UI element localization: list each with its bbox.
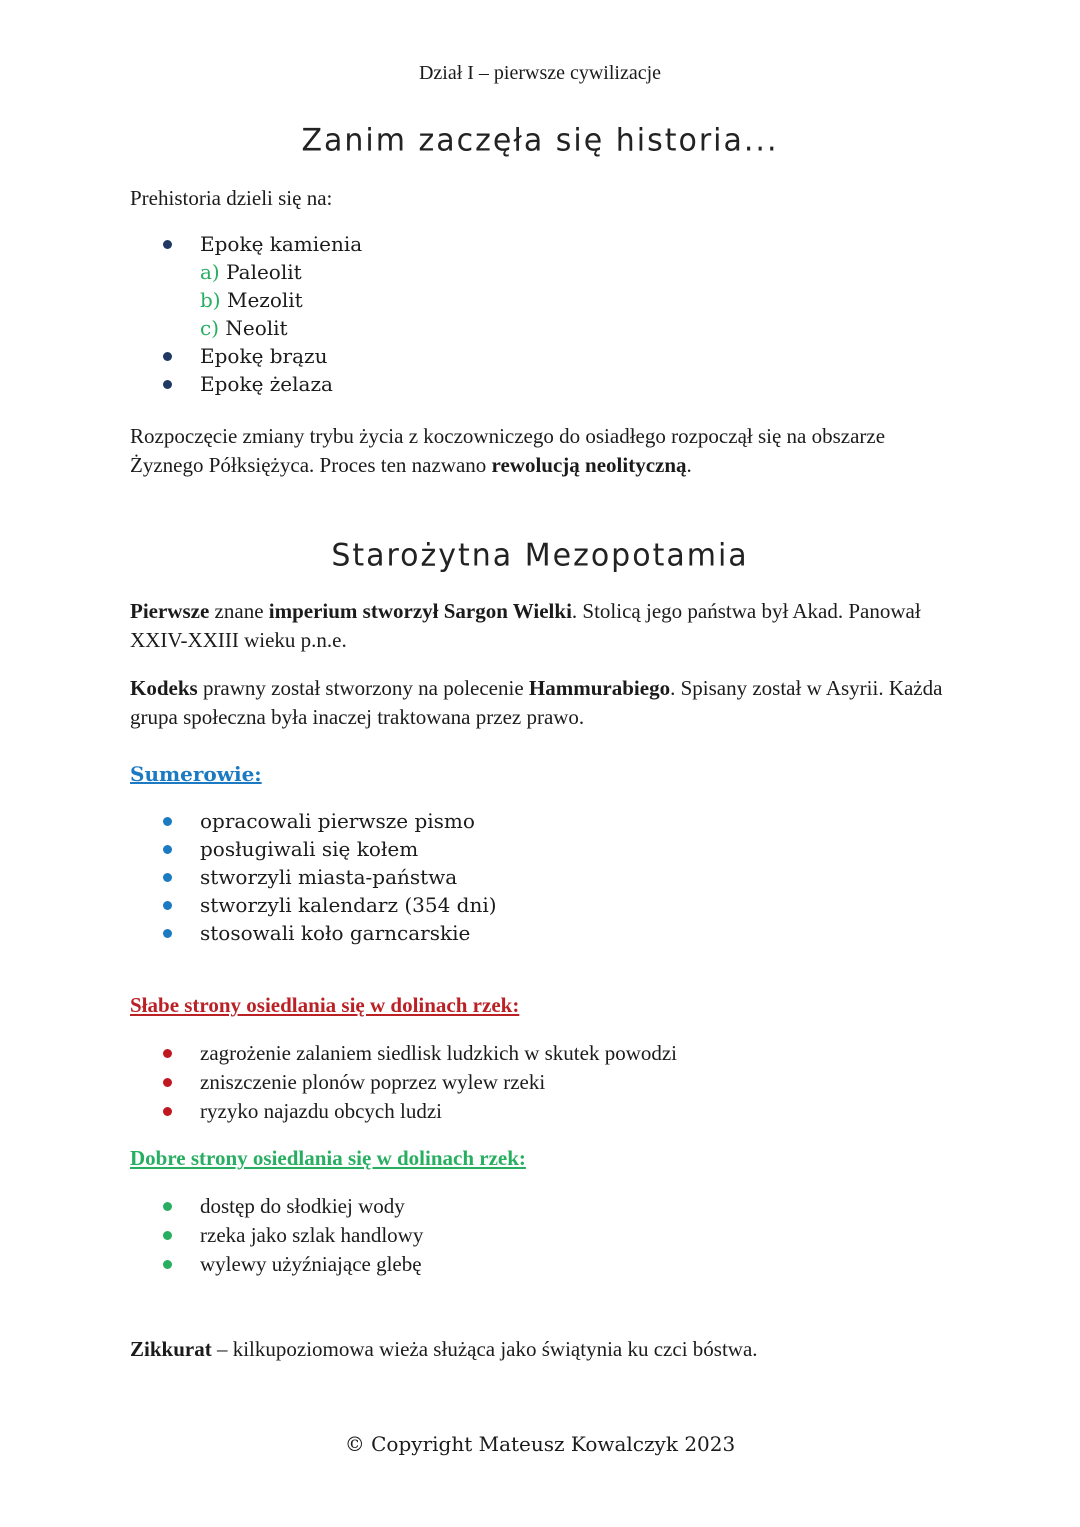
list-item-label: zagrożenie zalaniem siedlisk ludzkich w skutek powodzi — [200, 1041, 678, 1065]
paragraph-text: . Spisany został w Asyrii. Każda grupa społeczna była inaczej traktowana przez prawo. — [130, 676, 943, 729]
paragraph-bold-text: Kodeks — [130, 676, 198, 700]
paragraph-bold-text: rewolucją neolityczną — [491, 453, 687, 477]
paragraph-text: . Stolicą jego państwa był Akad. Panował XXIV-XXIII wieku p.n.e. — [130, 599, 921, 652]
bullet-icon — [163, 817, 172, 826]
list-item — [130, 891, 950, 919]
subitem-label: Paleolit — [219, 260, 302, 284]
heading-river-strengths: Dobre strony osiedlania się w dolinach rzek: — [130, 1146, 526, 1170]
list-item-label: wylewy użyźniające glebę — [200, 1252, 422, 1276]
list-subitem-paleolit — [130, 258, 950, 286]
bullet-icon — [163, 1107, 172, 1116]
paragraph-text: – kilkupoziomowa wieża służąca jako świątynia ku czci bóstwa. — [211, 1337, 758, 1361]
bullet-icon — [163, 873, 172, 882]
list-item — [130, 1221, 950, 1250]
bullet-icon — [163, 1049, 172, 1058]
list-item — [130, 835, 950, 863]
paragraph-bold-text: imperium stworzył Sargon Wielki — [268, 599, 572, 623]
bullet-icon — [163, 352, 172, 361]
paragraph-sargon — [130, 597, 950, 655]
list-item-label: posługiwali się kołem — [200, 837, 419, 861]
list-item-epoch-iron — [130, 370, 950, 398]
paragraph-text: Rozpoczęcie zmiany trybu życia z koczowniczego do osiadłego rozpoczął się na obszarze Żyznego Półksiężyca. Proces ten nazwano — [130, 424, 886, 477]
river-strengths-list — [130, 1192, 950, 1279]
list-item-label: Epokę żelaza — [200, 372, 333, 396]
bullet-icon — [163, 1202, 172, 1211]
chapter-header: Dział I – pierwsze cywilizacje — [418, 62, 662, 84]
heading-sumerians: Sumerowie: — [130, 762, 262, 786]
list-item — [130, 863, 950, 891]
bullet-icon — [163, 901, 172, 910]
prehistory-intro: Prehistoria dzieli się na: — [130, 186, 333, 210]
bullet-icon — [163, 240, 172, 249]
bullet-icon — [163, 929, 172, 938]
list-item-label: stosowali koło garncarskie — [200, 921, 471, 945]
list-item-epoch-stone — [130, 230, 950, 258]
paragraph-hammurabi — [130, 674, 950, 732]
list-item-label: ryzyko najazdu obcych ludzi — [200, 1099, 442, 1123]
bullet-icon — [163, 1260, 172, 1269]
sumerians-list — [130, 807, 950, 947]
bullet-icon — [163, 1231, 172, 1240]
subitem-marker: a) — [200, 260, 220, 284]
subitem-marker: c) — [200, 316, 220, 340]
list-item-label: opracowali pierwsze pismo — [200, 809, 475, 833]
list-item — [130, 807, 950, 835]
list-subitem-neolit — [130, 314, 950, 342]
paragraph-text: . — [686, 453, 692, 477]
river-weaknesses-list — [130, 1039, 950, 1126]
list-subitem-mezolit — [130, 286, 950, 314]
paragraph-bold-text: Hammurabiego — [528, 676, 671, 700]
list-item — [130, 919, 950, 947]
subitem-marker: b) — [200, 288, 221, 312]
list-item-label: stworzyli miasta-państwa — [200, 865, 458, 889]
paragraph-bold-text: Pierwsze — [130, 599, 210, 623]
list-item — [130, 1097, 950, 1126]
paragraph-text: prawny został stworzony na polecenie — [197, 676, 529, 700]
epoch-list — [130, 230, 950, 398]
section-title-mesopotamia: Starożytna Mezopotamia — [331, 537, 749, 574]
list-item-label: Epokę kamienia — [200, 232, 363, 256]
list-item — [130, 1192, 950, 1221]
list-item-label: dostęp do słodkiej wody — [200, 1194, 405, 1218]
bullet-icon — [163, 380, 172, 389]
list-item — [130, 1068, 950, 1097]
section-title-prehistory: Zanim zaczęła się historia... — [301, 122, 779, 159]
list-item — [130, 1250, 950, 1279]
list-item — [130, 1039, 950, 1068]
paragraph-bold-text: Zikkurat — [130, 1337, 212, 1361]
list-item-label: zniszczenie plonów poprzez wylew rzeki — [200, 1070, 546, 1094]
list-item-label: stworzyli kalendarz (354 dni) — [200, 893, 497, 917]
list-item-label: rzeka jako szlak handlowy — [200, 1223, 424, 1247]
copyright-footer: © Copyright Mateusz Kowalczyk 2023 — [344, 1432, 736, 1456]
paragraph-neolithic-revolution — [130, 422, 950, 480]
list-item-label: Epokę brązu — [200, 344, 328, 368]
subitem-label: Neolit — [219, 316, 288, 340]
bullet-icon — [163, 845, 172, 854]
heading-river-weaknesses: Słabe strony osiedlania się w dolinach rzek: — [130, 993, 520, 1017]
paragraph-text: znane — [209, 599, 269, 623]
list-item-epoch-bronze — [130, 342, 950, 370]
subitem-label: Mezolit — [220, 288, 303, 312]
bullet-icon — [163, 1078, 172, 1087]
paragraph-ziggurat — [130, 1335, 950, 1364]
